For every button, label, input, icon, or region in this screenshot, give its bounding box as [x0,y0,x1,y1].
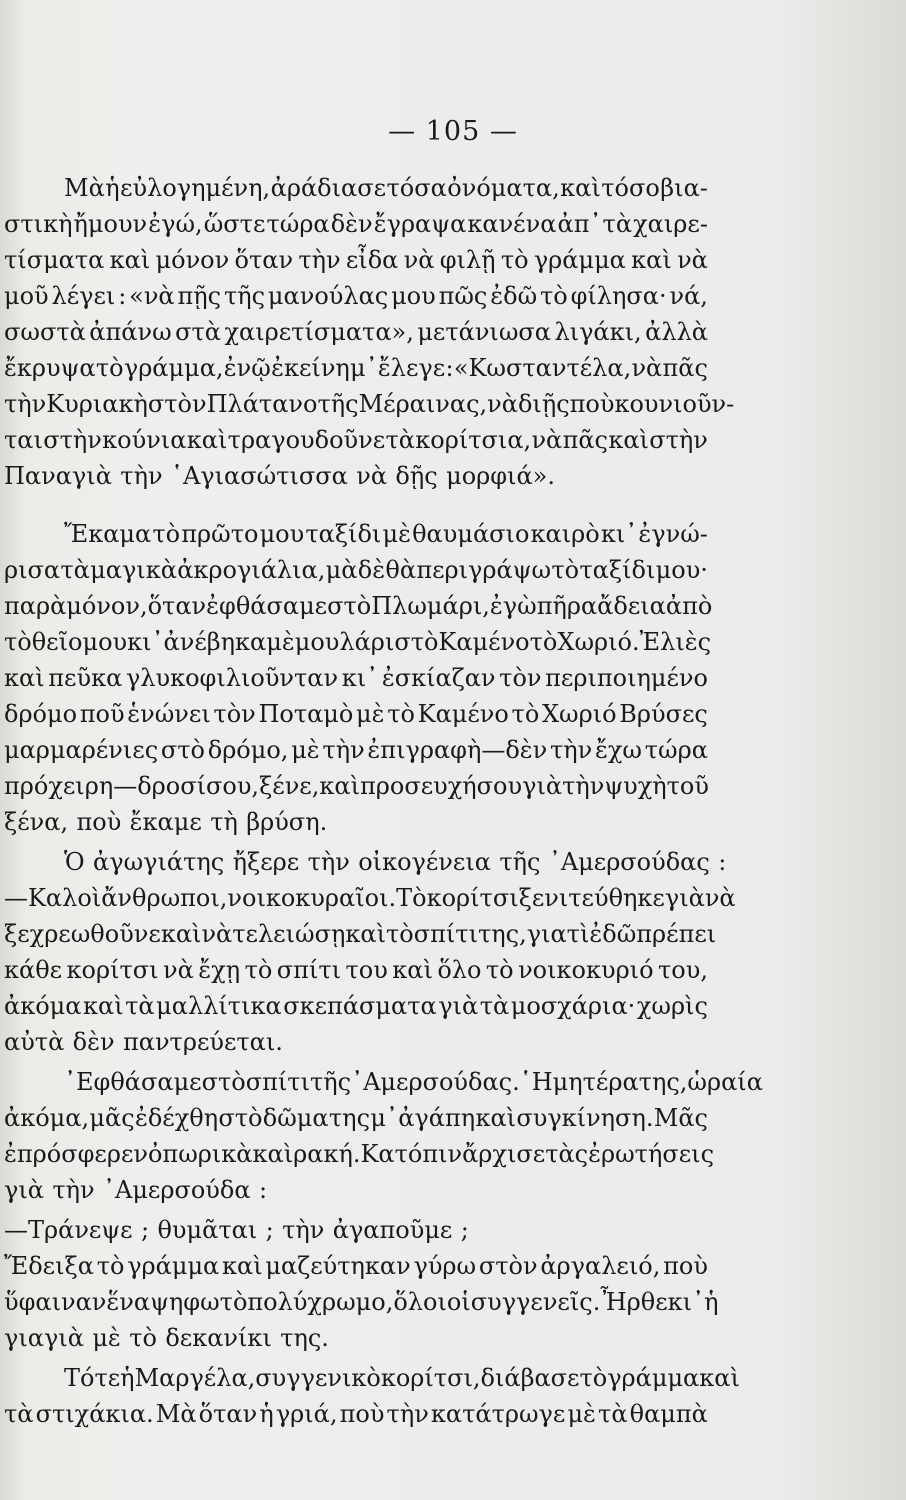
text-line: κάθε κορίτσι νὰ ἔχῃ τὸ σπίτι του καὶ ὅλο τὸ νοικοκυριό του, [4,956,708,984]
text-line: Τότε ἡ Μαργέλα, συγγενικὸ κορίτσι, διάβασε τὸ γράμμα καὶ [64,1364,740,1392]
text-line: ἐπρόσφερεν ὀπωρικὰ καὶ ρακή. Κατόπιν ἄρχισε τὰς ἐρωτήσεις [4,1140,715,1168]
text-line: ὕφαιναν ἕνα ψηφωτὸ πολύχρωμο, ὅλοι οἱ συγγενεῖς. Ἦρθε κι᾿ ἡ [4,1288,719,1316]
text-line: ἀκόμα, μᾶς ἐδέχθη στὸ δῶμα της μ᾿ ἀγάπη καὶ συγκίνηση. Μᾶς [4,1104,708,1132]
page-number: — 105 — [388,116,518,147]
text-line: γιὰ τὴν ᾿Αμερσούδα : [4,1176,268,1204]
text-line: Παναγιὰ τὴν ῾Αγιασώτισσα νὰ δῇς μορφιά». [4,462,555,490]
text-line: ται στὴν κούνια καὶ τραγουδοῦνε τὰ κορίτσια, νὰ πᾶς καὶ στὴν [4,426,708,454]
text-line: στικὴ ἤμουν ἐγώ, ὥστε τώρα δὲν ἔγραψα κανένα ἀπ᾿ τὰ χαιρε- [4,210,708,238]
text-line: ξένα, ποὺ ἔκαμε τὴ βρύση. [4,808,328,836]
text-line: ᾿Εφθάσαμε στὸ σπίτι τῆς ᾿Αμερσούδας. ῾Η μητέρα της, ὡραία [64,1068,763,1096]
text-line: τὴν Κυριακὴ στὸν Πλάτανο τῆς Μέραινας, νὰ διῇς ποὺ κουνιοῦν- [4,390,735,418]
text-line: τὰ στιχάκια. Μὰ ὅταν ἡ γριά, ποὺ τὴν κατάτρωγε μὲ τὰ θαμπὰ [4,1400,708,1428]
text-line: τὸ θεῖο μου κι᾿ ἀνέβηκα μὲ μουλάρι στὸ Καμένο τὸ Χωριό. Ἐλιὲς [4,628,712,656]
text-line: —Καλοὶ ἄνθρωποι, νοικοκυραῖοι. Τὸ κορίτσι ξενιτεύθηκε γιὰ νὰ [4,884,736,912]
text-line: τίσματα καὶ μόνον ὅταν τὴν εἶδα νὰ φιλῇ τὸ γράμμα καὶ νὰ [4,246,708,274]
text-line: μοῦ λέγει : «νὰ πῇς τῆς μανούλας μου πῶς ἐδῶ τὸ φίλησα· νά, [4,282,708,310]
text-line: σωστὰ ἀπάνω στὰ χαιρετίσματα», μετάνιωσα λιγάκι, ἀλλὰ [4,318,708,346]
body-text [4,170,763,1432]
text-line: Ὁ ἀγωγιάτης ἤξερε τὴν οἰκογένεια τῆς ᾿Αμερσούδας : [64,848,727,876]
text-line: καὶ πεῦκα γλυκοφιλιοῦνταν κι᾿ ἐσκίαζαν τὸν περιποιημένο [4,664,708,692]
text-line: —Τράνεψε ; θυμᾶται ; τὴν ἀγαποῦμε ; [4,1216,469,1244]
text-line: ξεχρεωθοῦνε καὶ νὰ τελειώσῃ καὶ τὸ σπίτι της, γιατὶ ἐδῶ πρέπει [4,920,717,948]
text-line: δρόμο ποῦ ἑνώνει τὸν Ποταμὸ μὲ τὸ Καμένο τὸ Χωριό Βρύσες [4,700,708,728]
text-line: μαρμαρένιες στὸ δρόμο, μὲ τὴν ἐπιγραφὴ—δὲν τὴν ἔχω τώρα [4,736,708,764]
text-line: ἔκρυψα τὸ γράμμα, ἐνῷ ἐκείνη μ᾿ ἔλεγε : «Κωσταντέλα, νὰ πᾶς [4,354,708,382]
text-line: παρὰ μόνον, ὅταν ἐφθάσαμε στὸ Πλωμάρι, ἐγὼ πῆρα ἄδεια ἀπὸ [4,592,713,620]
text-line: Μὰ ἡ εὐλογημένη, ἀράδιασε τόσα ὀνόματα, καὶ τόσο βια- [64,174,708,202]
text-line: πρόχειρη—δροσίσου, ξένε, καὶ προσευχήσου γιὰ τὴν ψυχὴ τοῦ [4,772,709,800]
text-line: ρισα τὰ μαγικὰ ἀκρογιάλια, μὰ δὲ θὰ περιγράψω τὸ ταξίδι μου· [4,556,708,584]
text-line: Ἔδειξα τὸ γράμμα καὶ μαζεύτηκαν γύρω στὸν ἀργαλειό, ποὺ [4,1252,708,1280]
text-line: ἀκόμα καὶ τὰ μαλλίτικα σκεπάσματα γιὰ τὰ μοσχάρια· χωρὶς [4,992,708,1020]
text-line: γιαγιὰ μὲ τὸ δεκανίκι της. [4,1324,329,1352]
text-line: αὐτὰ δὲν παντρεύεται. [4,1028,283,1056]
text-line: Ἔκαμα τὸ πρῶτο μου ταξίδι μὲ θαυμάσιο καιρὸ κι᾿ ἐγνώ- [64,520,708,548]
